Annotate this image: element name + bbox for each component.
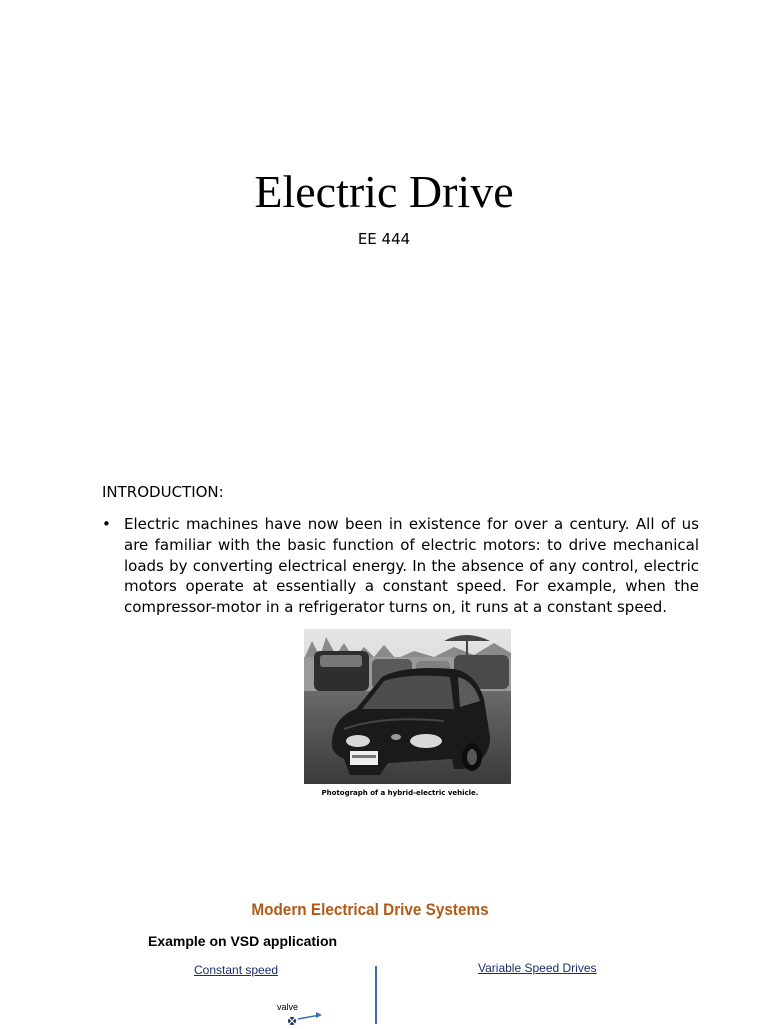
intro-bullet	[102, 514, 699, 618]
section-heading: INTRODUCTION:	[102, 483, 224, 501]
valve-label: valve	[277, 1002, 299, 1012]
example-heading: Example on VSD application	[148, 933, 338, 949]
course-code: EE 444	[357, 230, 411, 248]
column-divider	[375, 966, 377, 1024]
valve-icon	[284, 1010, 328, 1024]
document-title: Electric Drive	[254, 166, 514, 217]
bullet-icon: •	[102, 515, 111, 533]
constant-speed-label: Constant speed	[194, 963, 279, 977]
car-photo	[304, 629, 511, 784]
intro-paragraph: Electric machines have now been in existence for over a century. All of us are familiar with the basic function of electric motors: to drive mechanical loads by converting electrical energy. In the absence of any control, electric motors operate at essentially a constant speed. For example, when the compressor-motor in a refrigerator turns on, it runs at a constant speed.	[124, 515, 699, 617]
variable-speed-label: Variable Speed Drives	[478, 961, 597, 975]
photo-caption: Photograph of a hybrid-electric vehicle.	[321, 789, 479, 797]
slide-title: Modern Electrical Drive Systems	[251, 900, 489, 919]
